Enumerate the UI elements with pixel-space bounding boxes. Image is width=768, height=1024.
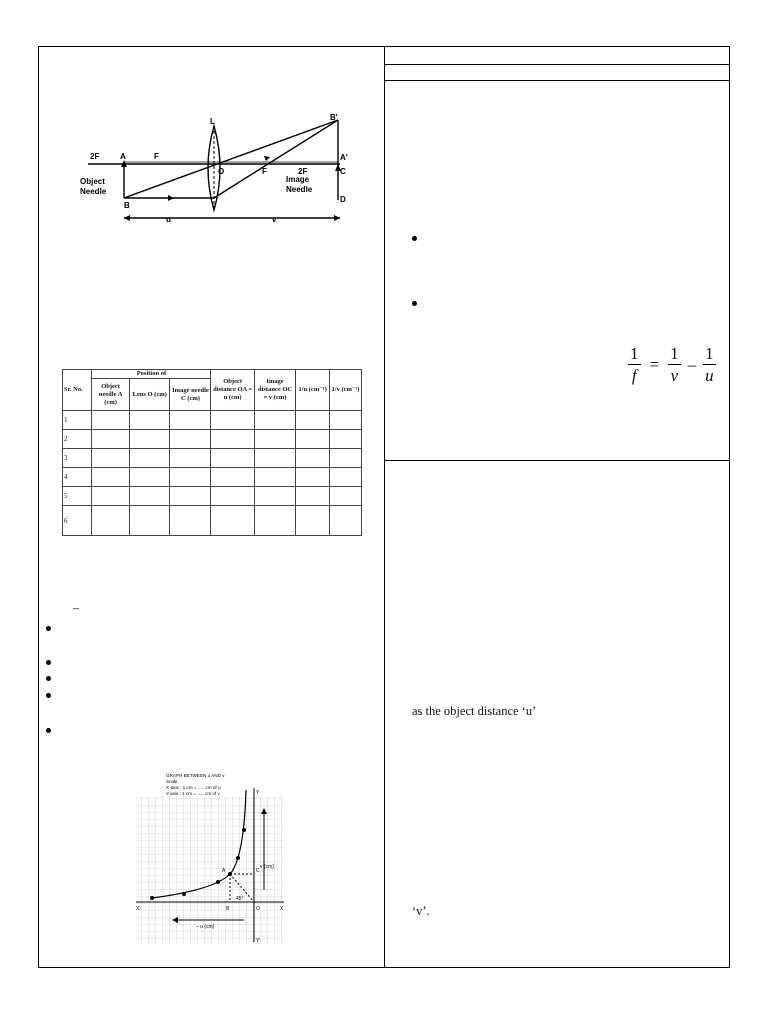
right-row-line-2 [384,80,729,81]
label-f-right: F [262,167,267,176]
dash-mark: – [73,601,80,615]
header-object-distance: Object distance OA = u (cm) [211,370,254,411]
label-2f-left: 2F [90,152,100,161]
label-b: B [124,201,130,210]
label-2f-right: 2F [298,167,308,176]
header-image-distance: Image distance OC = v (cm) [254,370,295,411]
label-l: L [210,117,215,126]
formula-minus: – [687,355,697,374]
row-number: 3 [63,449,92,468]
right-row-line-1 [384,64,729,65]
formula-equals: = [649,355,660,374]
graph-y-scale: Y-axis : 1 cm = ..... cm of v [166,791,220,796]
label-o: O [256,906,260,912]
label-v-cm: v (cm) [260,864,274,870]
label-c: C [340,167,346,176]
label-a-prime: A' [340,153,348,162]
u-v-graph [134,770,286,946]
bullet-point [46,728,51,733]
row-number: 6 [63,506,92,536]
label-a: A [120,152,126,161]
formula-lhs: $\frac{1}{f}$ [630,343,639,385]
column-divider [384,47,385,967]
graph-title: GRAPH BETWEEN u AND v [166,773,225,778]
object-distance-text: as the object distance ‘u’ [412,704,537,718]
lens-ray-diagram [78,110,348,230]
header-inv-v: 1/v (cm⁻¹) [330,370,362,411]
header-position-of: Position of [92,370,211,379]
graph-scale: Scale [166,779,178,784]
label-c: C [256,868,260,874]
graph-x-scale: X-axis : 1 cm = ..... cm of u [166,785,221,790]
label-u-cm: – u (cm) [196,924,215,930]
lens-formula [628,340,716,390]
label-y-prime: Y' [256,938,261,944]
table-row [63,430,362,449]
header-sr: Sr. No. [63,370,92,411]
label-d: D [340,195,346,204]
header-lens: Lens O (cm) [129,379,170,411]
label-x-prime: X' [136,906,141,912]
header-image-needle: Image needle C (cm) [170,379,211,411]
table-row [63,411,362,430]
formula-term-u: $\frac{1}{u}$ [705,343,714,385]
v-quote-text: ‘v’. [412,904,430,918]
row-number: 5 [63,487,92,506]
header-object-needle: Object needle A (cm) [92,379,129,411]
bullet-point [46,626,51,631]
bullet-point [46,693,51,698]
label-a: A [222,868,226,874]
label-o: O [218,167,225,176]
label-b-prime: B' [330,113,338,122]
table-row [63,487,362,506]
table-row [63,449,362,468]
formula-term-v: $\frac{1}{v}$ [670,343,679,385]
graph-grid [136,796,284,944]
label-object-1: Object [80,177,105,186]
bullet-point [412,236,417,241]
table-row [63,506,362,536]
row-number: 1 [63,411,92,430]
label-u: u [166,215,171,224]
observation-table [62,369,362,536]
right-row-line-3 [384,460,729,461]
bullet-point [46,676,51,681]
label-image-2: Needle [286,185,313,194]
row-number: 2 [63,430,92,449]
bullet-point [46,660,51,665]
label-y: Y [256,790,260,796]
label-b: B [226,906,230,912]
label-f-left: F [154,152,159,161]
label-45: 45° [236,896,244,902]
table-row [63,468,362,487]
row-number: 4 [63,468,92,487]
label-x: X [280,906,284,912]
header-inv-u: 1/u (cm⁻¹) [296,370,330,411]
label-image-1: Image [286,175,310,184]
label-object-2: Needle [80,187,107,196]
label-v: v [272,215,277,224]
bullet-point [412,301,417,306]
